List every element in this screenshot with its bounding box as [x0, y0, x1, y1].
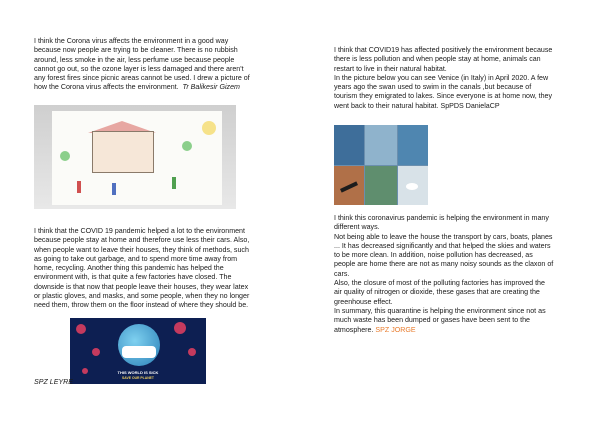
text-line: tourism they emigrated to lakes. Since everyone is at home now, they: [334, 92, 553, 101]
venice-photo-collage: [334, 125, 428, 205]
author-signature: SPZ JORGE: [375, 325, 416, 334]
left-paragraph-2: [34, 227, 296, 311]
text-line: as going to take out garbage, and to spend more time away from: [34, 254, 238, 263]
text-line: different ways.: [334, 223, 380, 232]
drawing-person: [172, 177, 176, 189]
text-line: home, recycling. Another thing this pandemic has helped the: [34, 264, 224, 273]
text-line: around, less smoke in the air, less perfume use because people: [34, 55, 235, 64]
author-signature: Tr Balikesir Gizem: [182, 83, 240, 92]
text-line: Not being able to leave the house the transport by cars, boats, planes: [334, 232, 553, 241]
virus-icon: [188, 348, 196, 356]
poster-caption: THIS WORLD IS SICK: [117, 370, 159, 375]
text-line: years ago the swan used to swim in the canals ,but because of: [334, 83, 532, 92]
text-line: downside is that now that people leave their houses, they wear latex: [34, 282, 249, 291]
text-line: because people stay at home and therefore use less their cars. Also,: [34, 236, 250, 245]
poster-subcaption: SAVE OUR PLANET: [122, 376, 154, 380]
collage-tile: [398, 125, 428, 165]
drawing-tree: [182, 141, 192, 151]
text-line: I think the Corona virus affects the environment in a good way: [34, 37, 229, 45]
text-line: much waste has been dumped or gases have been sent to the: [334, 316, 530, 325]
text-line: I think this coronavirus pandemic is helping the environment in many: [334, 214, 549, 222]
drawing-sun: [202, 121, 216, 135]
right-paragraph-2: [334, 214, 596, 335]
covid-poster-image: [70, 318, 206, 384]
text-line: In the picture below you can see Venice (in Italy) in April 2020. A few: [334, 73, 549, 82]
text-line: cars.: [334, 269, 350, 278]
collage-tile: [365, 166, 397, 205]
text-line: greenhouse effect.: [334, 297, 393, 306]
text-line: because now people are trying to be cleaner. There is no rubbish: [34, 46, 238, 55]
text-line: to be more clean. In addition, noise pollution has decreased, as: [334, 251, 533, 260]
right-paragraph-1: [334, 46, 596, 111]
collage-tile: [365, 125, 397, 165]
text-line: any forest fires since picnic areas cannot be used. I drew a picture of: [34, 74, 250, 83]
text-line: In summary, this quarantine is helping the environment since not as: [334, 306, 546, 315]
left-paragraph-1: [34, 37, 284, 93]
text-line: went back to their natural habitat. SpPDS DanielaCP: [334, 101, 500, 110]
text-line: there is less pollution and when people stay at home, animals can: [334, 55, 541, 64]
text-line: ... It has decreased significantly and that helped the skies and waters: [334, 241, 551, 250]
virus-icon: [92, 348, 100, 356]
virus-icon: [174, 322, 186, 334]
text-line: [34, 83, 284, 92]
text-line: [334, 326, 596, 335]
drawing-paper: [52, 111, 222, 205]
text-line: I think that the COVID 19 pandemic helped a lot to the environment: [34, 227, 245, 235]
text-line-end: atmosphere.: [334, 325, 374, 334]
collage-tile: [334, 125, 364, 165]
drawing-tree: [60, 151, 70, 161]
face-mask-icon: [122, 346, 156, 358]
drawing-person: [77, 181, 81, 193]
text-line: environment with, is that quite a few factories have closed. The: [34, 273, 232, 282]
text-line: or plastic gloves, and masks, and some people, when they no longer: [34, 292, 250, 301]
text-line: I think that COVID19 has affected positively the environment because: [334, 46, 553, 54]
swan-shape: [406, 183, 418, 190]
child-drawing-photo: [34, 105, 236, 209]
drawing-house: [92, 131, 154, 173]
virus-icon: [76, 324, 86, 334]
text-line: Also, the closure of most of the polluting factories has improved the: [334, 279, 545, 288]
text-line: need them, throw them on the floor instead of where they should be.: [34, 301, 249, 310]
author-signature: SPZ LEYRE: [34, 378, 74, 386]
text-line: people are home there are not as many noisy sounds as the claxon of: [334, 260, 554, 269]
text-line: cannot go out, so the ozone layer is less damaged and there aren't: [34, 64, 244, 73]
text-line: restart to live in their natural habitat.: [334, 64, 447, 73]
text-line-end: how the Corona virus affects the environment.: [34, 83, 179, 92]
drawing-person: [112, 183, 116, 195]
text-line: air quality of nitrogen or dioxide, these gases that are creating the: [334, 288, 540, 297]
earth-icon: [118, 324, 160, 366]
text-line: when people want to leave their houses, they think of methods, such: [34, 245, 249, 254]
